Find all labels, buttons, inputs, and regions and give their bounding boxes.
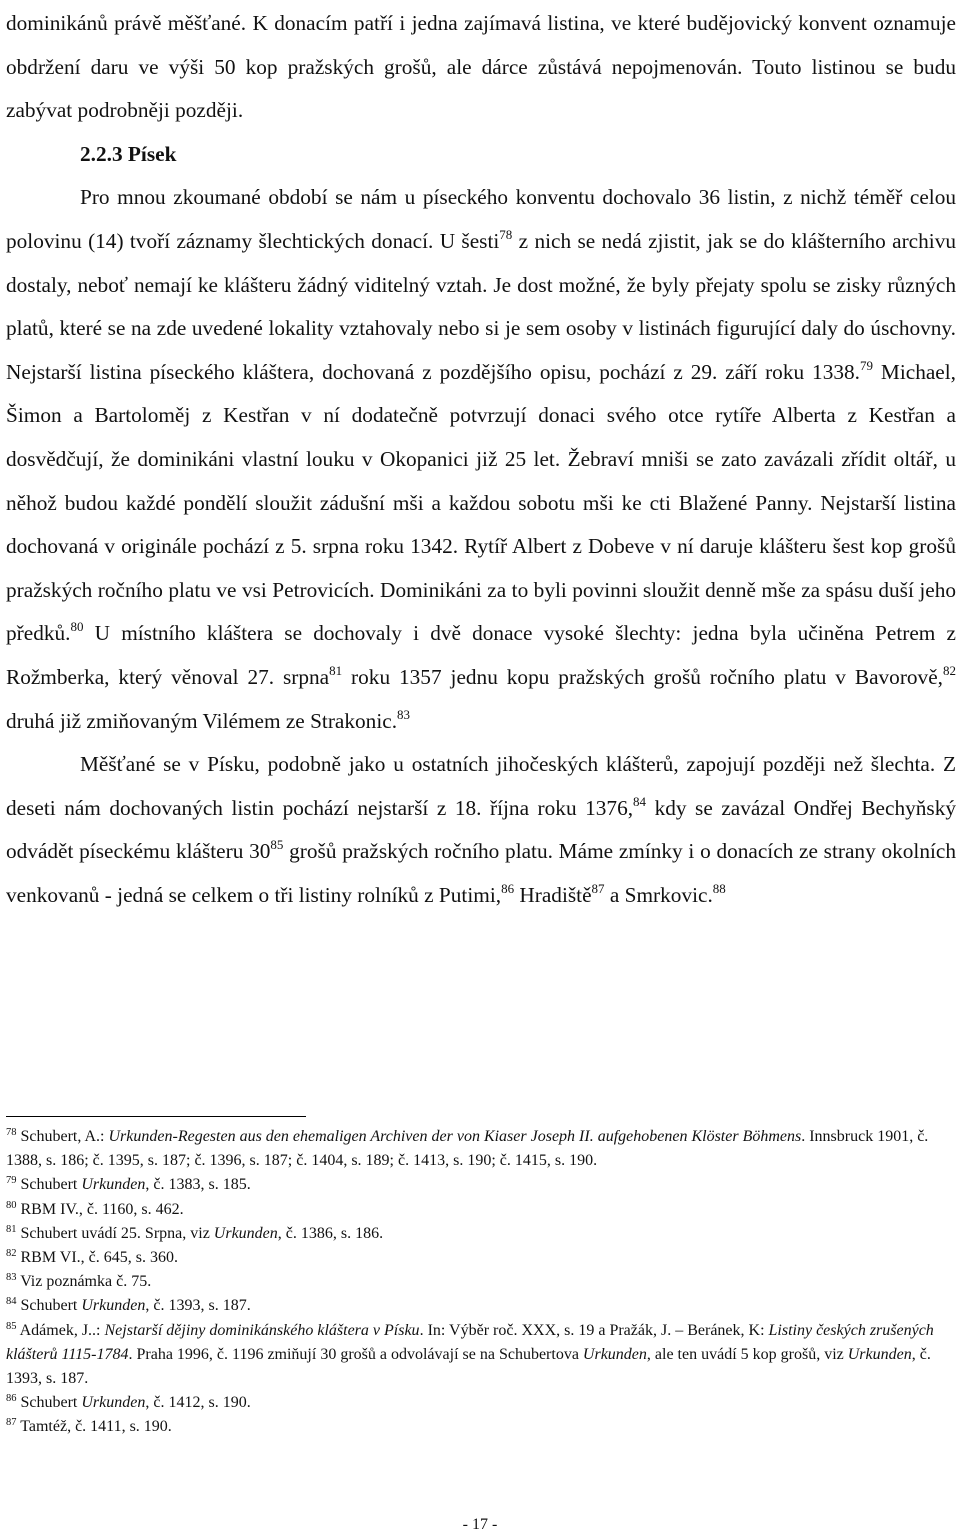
footnote-86: $^{86}$ Schubert Urkunden, č. 1412, s. 190. bbox=[6, 1393, 251, 1412]
footnote-ref-79[interactable]: 79 bbox=[859, 357, 873, 373]
footnote-79: $^{79}$ Schubert Urkunden, č. 1383, s. 185. bbox=[6, 1175, 251, 1194]
footnote-separator bbox=[6, 1116, 306, 1117]
footnote-83: $^{83}$ Viz poznámka č. 75. bbox=[6, 1272, 152, 1291]
footnote-84: $^{84}$ Schubert Urkunden, č. 1393, s. 187. bbox=[6, 1296, 251, 1315]
footnote-ref-88[interactable]: 88 bbox=[712, 880, 726, 896]
footnote-81: $^{81}$ Schubert uvádí 25. Srpna, viz Urkunden, č. 1386, s. 186. bbox=[6, 1223, 384, 1242]
footnote-85: $^{85}$ Adámek, J..: Nejstarší dějiny dominikánského kláštera v Písku. In: Výběr roč. XXX, s. 19 a Pražák, J. – Beránek, K: Listiny českých zrušených klášterů 1115-1784. Praha 1996, č. 1196 zmiňují 30 grošů a odvolávají se na Schubertova Urkunden, ale ten uvádí 5 kop grošů, viz Urkunden, č. 1393, s. 187. bbox=[6, 1320, 934, 1388]
footnote-80: $^{80}$ RBM IV., č. 1160, s. 462. bbox=[6, 1199, 184, 1218]
footnote-ref-84[interactable]: 84 bbox=[633, 793, 647, 809]
footnote-ref-85[interactable]: 85 bbox=[270, 837, 284, 853]
footnote-87: $^{87}$ Tamtéž, č. 1411, s. 190. bbox=[6, 1417, 172, 1436]
footnote-ref-80[interactable]: 80 bbox=[70, 619, 84, 635]
footnote-ref-82[interactable]: 82 bbox=[943, 662, 956, 678]
footnote-82: $^{82}$ RBM VI., č. 645, s. 360. bbox=[6, 1248, 178, 1267]
footnote-78: $^{78}$ Schubert, A.: Urkunden-Regesten aus den ehemaligen Archiven der von Kiaser Joseph II. aufgehobenen Klöster Böhmens. Innsbruck 1901, č. 1388, s. 186; č. 1395, s. 187; č. 1396, s. 187; č. 1404, s. 189; č. 1413, s. 190; č. 1415, s. 190. bbox=[6, 1127, 929, 1170]
paragraph-pisek-1: Pro mnou zkoumané období se nám u píseckého konventu dochovalo 36 listin, z nichž téměř celou polovinu (14) tvoří záznamy šlechtických donací. U šesti$^{78}$ z nich se nedá zjistit, jak se do klášterního archivu dostaly, neboť nemají ke klášteru žádný viditelný vztah. Je dost možné, že byly přejaty spolu se zisky různých platů, které se na zde uvedené lokality vztahovaly nebo si je sem osoby v listinách figurující daly do úschovny. Nejstarší listina píseckého kláštera, dochovaná z pozdějšího opisu, pochází z 29. září roku 1338.79 Michael, Šimon a Bartoloměj z Kestřan v ní dodatečně potvrzují donaci svého otce rytíře Alberta z Kestřan a dosvědčují, že dominikáni vlastní louku v Okopanici již 25 let. Žebraví mniši se zato zavázali zřídit oltář, u něhož budou každé pondělí sloužit zádušní mši a každou sobotu mši ke cti Blažené Panny. Nejstarší listina dochovaná v originále pochází z 5. srpna roku 1342. Rytíř Albert z Dobeve v ní daruje klášteru šest kop grošů pražských ročního platu ve vsi Petrovicích. Dominikáni za to byli povinni sloužit denně mše za spásu duší jeho předků.$^{80}$ U místního kláštera se dochovaly i dvě donace vysoké šlechty: jedna byla učiněna Petrem z Rožmberka, který věnoval 27. srpna$^{81}$ roku 1357 jednu kopu pražských grošů ročního platu v Bavorově,$^{82}$ druhá již zmiňovaným Vilémem ze Strakonic.$^{83}$ bbox=[6, 185, 956, 733]
section-heading: 2.2.3 Písek bbox=[80, 141, 177, 166]
footnote-ref-87[interactable]: 87 bbox=[591, 880, 605, 896]
footnote-ref-78[interactable]: 78 bbox=[499, 226, 513, 242]
paragraph-intro: dominikánů právě měšťané. K donacím patří i jedna zajímavá listina, ve které budějovický konvent oznamuje obdržení daru ve výši 50 kop pražských grošů, ale dárce zůstává nepojmenován. Touto listinou se budu zabývat podrobněji později. bbox=[6, 11, 956, 123]
footnote-ref-81[interactable]: 81 bbox=[329, 662, 343, 678]
footnote-ref-83[interactable]: 83 bbox=[397, 706, 411, 722]
paragraph-pisek-2: Měšťané se v Písku, podobně jako u ostatních jihočeských klášterů, zapojují později než šlechta. Z deseti nám dochovaných listin pochází nejstarší z 18. října roku 1376,84 kdy se zavázal Ondřej Bechyňský odvádět píseckému klášteru $30^{85}$ grošů pražských ročního platu. Máme zmínky i o donacích ze strany okolních venkovanů - jedná se celkem o tři listiny rolníků z Putimi,$^{86}$ Hradiště$^{87}$ a Smrkovic.$^{88}$ bbox=[6, 752, 956, 907]
footnotes bbox=[6, 1125, 956, 1440]
main-text bbox=[6, 2, 956, 917]
page-number: - 17 - bbox=[462, 1516, 498, 1533]
footnote-ref-86[interactable]: 86 bbox=[501, 880, 515, 896]
